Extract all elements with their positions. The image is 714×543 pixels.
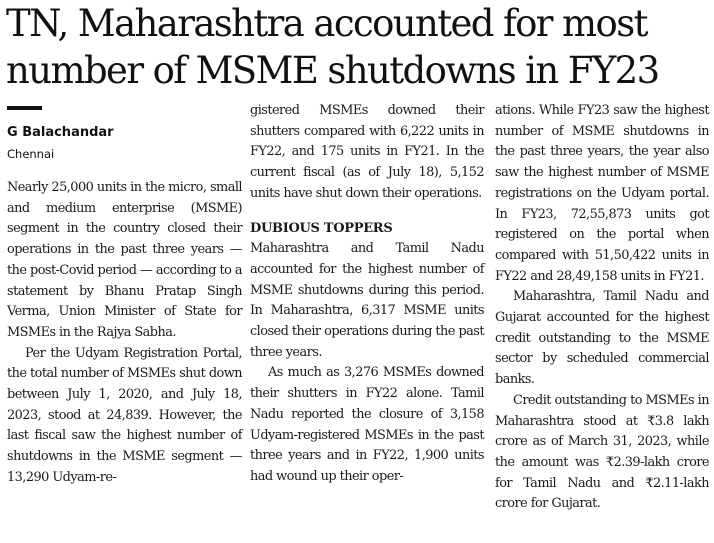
paragraph: Maharashtra, Tamil Nadu and Gujarat accounted for the highest credit outstanding to the MSME sector by scheduled commercial banks. (495, 289, 709, 388)
paragraph: gistered MSMEs downed their shutters compared with 6,222 units in FY22, and 175 units in FY21. In the current fiscal (as of July 18), 5,152 units have shut down their operations. (250, 103, 484, 201)
column-3 (495, 101, 709, 515)
paragraph: Nearly 25,000 units in the micro, small and medium enterprise (MSME) segment in the country closed their operations in the past three years — the post-Covid period — according to a statement by Bhanu Pratap Singh Verma, Union Minister of State for MSMEs in the Rajya Sabha. (7, 180, 242, 340)
subheading: DUBIOUS TOPPERS (250, 220, 393, 236)
dateline: Chennai (7, 147, 55, 161)
paragraph: Per the Udyam Registration Portal, the total number of MSMEs shut down between July 1, 2020, and July 18, 2023, stood at 24,839. However, the last fiscal saw the highest number of shutdowns in the MSME segment — 13,290 Udyam-re- (7, 345, 242, 485)
column-2 (250, 101, 484, 488)
paragraph: Credit outstanding to MSMEs in Maharashtra stood at ₹3.8 lakh crore as of March 31, 2023, while the amount was ₹2.39-lakh crore for Tamil Nadu and ₹2.11-lakh crore for Gujarat. (495, 392, 709, 512)
paragraph: As much as 3,276 MSMEs downed their shutters in FY22 alone. Tamil Nadu reported the closure of 3,158 Udyam-registered MSMEs in the past three years and in FY22, 1,900 units had wound up their oper- (250, 365, 484, 484)
byline-rule (7, 106, 42, 110)
headline: TN, Maharashtra accounted for most number of MSME shutdowns in FY23 (6, 2, 659, 92)
column-1 (7, 178, 242, 489)
byline: G Balachandar (7, 125, 114, 140)
paragraph: Maharashtra and Tamil Nadu accounted for the highest number of MSME shutdowns during this period. In Maharashtra, 6,317 MSME units closed their operations during the past three years. (250, 241, 484, 360)
paragraph: ations. While FY23 saw the highest number of MSME shutdowns in the past three years, the year also saw the highest number of MSME registrations on the Udyam portal. In FY23, 72,55,873 units got registered on the portal when compared with 51,50,422 units in FY22 and 28,49,158 units in FY21. (495, 103, 709, 284)
